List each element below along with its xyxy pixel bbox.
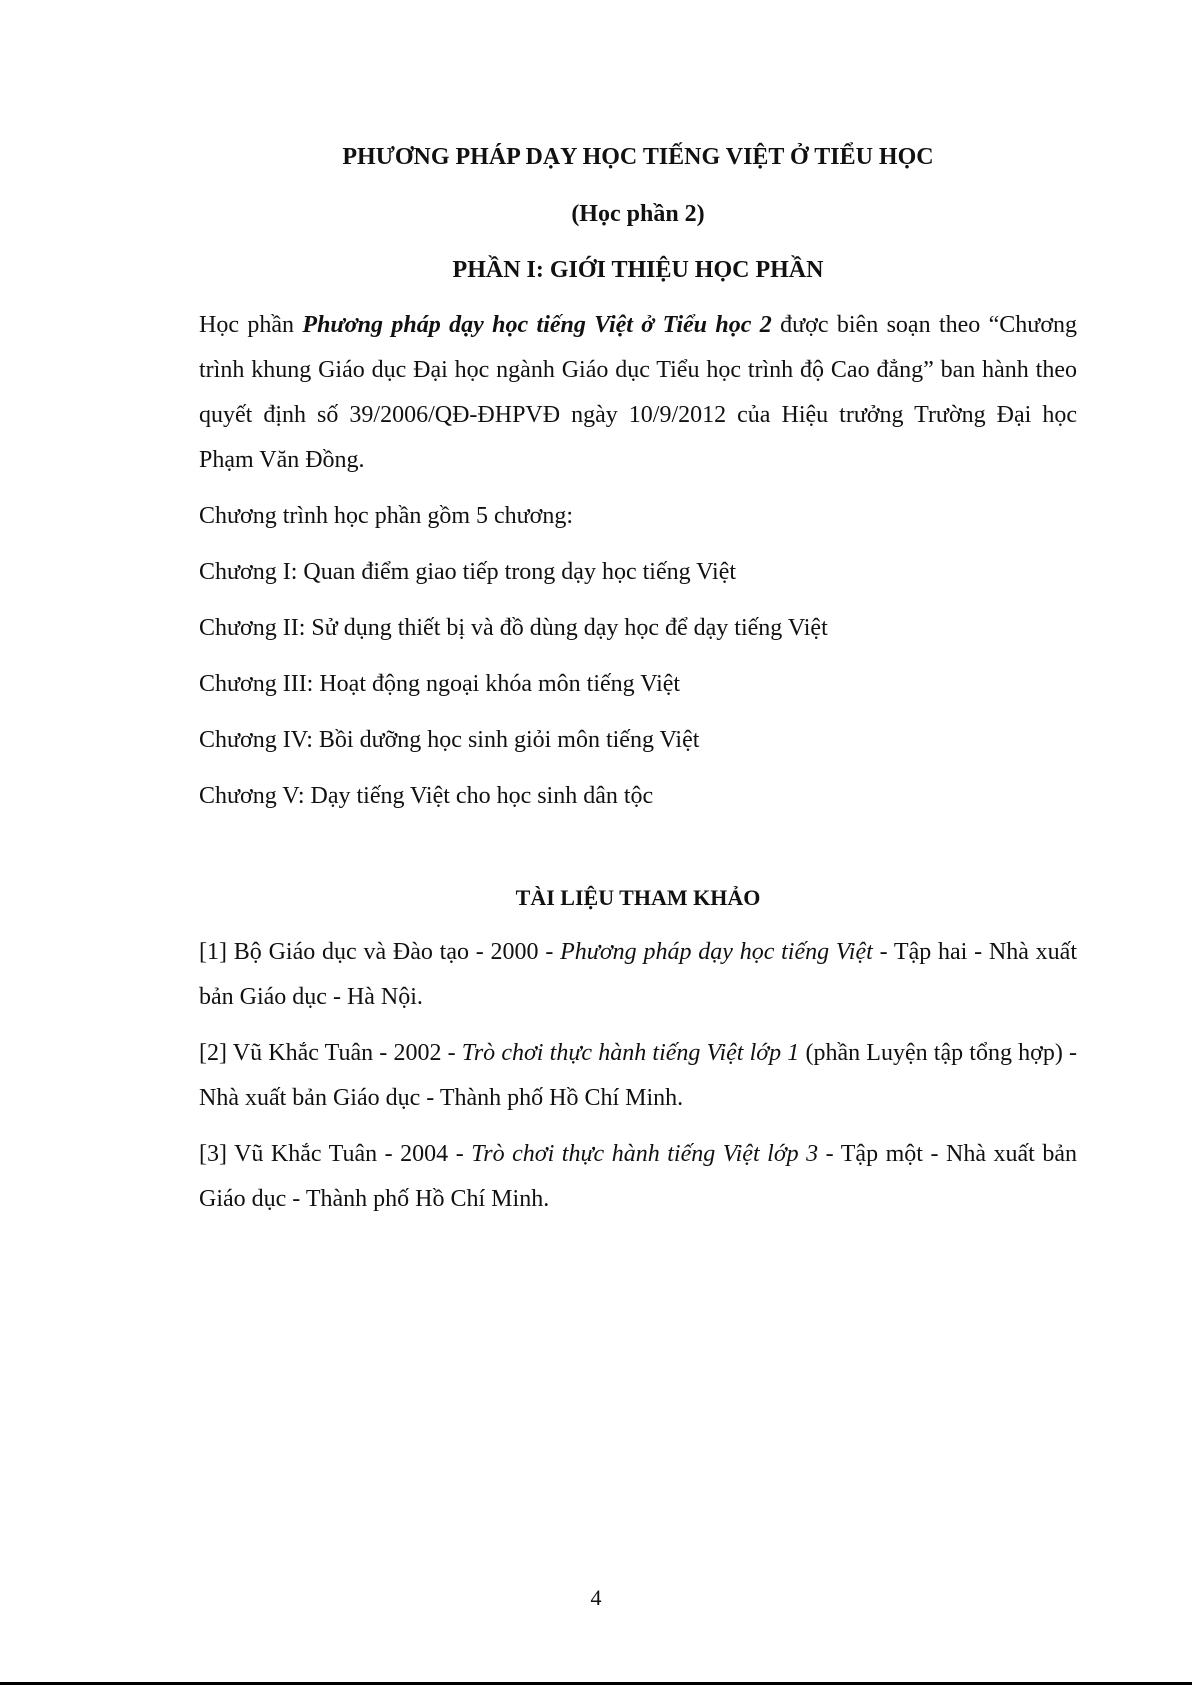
chapter-item: Chương II: Sử dụng thiết bị và đồ dùng dạy học để dạy tiếng Việt <box>199 615 828 641</box>
intro-text-after: được biên soạn theo “Chương trình khung Giáo dục Đại học ngành Giáo dục Tiểu học trình độ Cao đẳng” ban hành theo quyết định số 39/2006/QĐ-ĐHPVĐ ngày 10/9/2012 của Hiệu trưởng Trường Đại học Phạm Văn Đồng. <box>199 312 1078 473</box>
reference-work-title: Trò chơi thực hành tiếng Việt lớp 1 <box>461 1040 800 1066</box>
page-number: 4 <box>590 1585 602 1610</box>
document-title: PHƯƠNG PHÁP DẠY HỌC TIẾNG VIỆT Ở TIỂU HỌC <box>342 144 934 170</box>
reference-prefix: [2] Vũ Khắc Tuân - 2002 - <box>199 1040 462 1066</box>
reference-suffix: - Tập hai - Nhà xuất bản Giáo dục - Hà Nội. <box>199 939 1077 1010</box>
reference-item <box>199 1031 1077 1121</box>
page-content <box>199 136 1077 1233</box>
chapter-item: Chương I: Quan điểm giao tiếp trong dạy học tiếng Việt <box>199 559 737 585</box>
reference-work-title: Phương pháp dạy học tiếng Việt <box>560 939 873 965</box>
reference-prefix: [3] Vũ Khắc Tuân - 2004 - <box>199 1141 472 1167</box>
program-intro: Chương trình học phần gồm 5 chương: <box>199 503 574 529</box>
reference-suffix: - Tập một - Nhà xuất bản Giáo dục - Thành phố Hồ Chí Minh. <box>199 1141 1078 1212</box>
chapter-item: Chương III: Hoạt động ngoại khóa môn tiếng Việt <box>199 671 681 697</box>
intro-paragraph <box>199 303 1077 483</box>
reference-suffix: (phần Luyện tập tổng hợp) - Nhà xuất bản Giáo dục - Thành phố Hồ Chí Minh. <box>199 1040 1077 1111</box>
reference-work-title: Trò chơi thực hành tiếng Việt lớp 3 <box>471 1141 819 1167</box>
document-subtitle: (Học phần 2) <box>571 201 705 227</box>
reference-item <box>199 930 1077 1020</box>
reference-item <box>199 1132 1077 1222</box>
references-heading: TÀI LIỆU THAM KHẢO <box>515 885 761 910</box>
chapter-item: Chương V: Dạy tiếng Việt cho học sinh dân tộc <box>199 783 654 809</box>
section-heading: PHẦN I: GIỚI THIỆU HỌC PHẦN <box>452 257 824 283</box>
course-name: Phương pháp dạy học tiếng Việt ở Tiểu học 2 <box>302 312 772 338</box>
reference-prefix: [1] Bộ Giáo dục và Đào tạo - 2000 - <box>199 939 561 965</box>
chapter-item: Chương IV: Bồi dưỡng học sinh giỏi môn tiếng Việt <box>199 727 700 753</box>
intro-text-before: Học phần <box>199 312 303 338</box>
